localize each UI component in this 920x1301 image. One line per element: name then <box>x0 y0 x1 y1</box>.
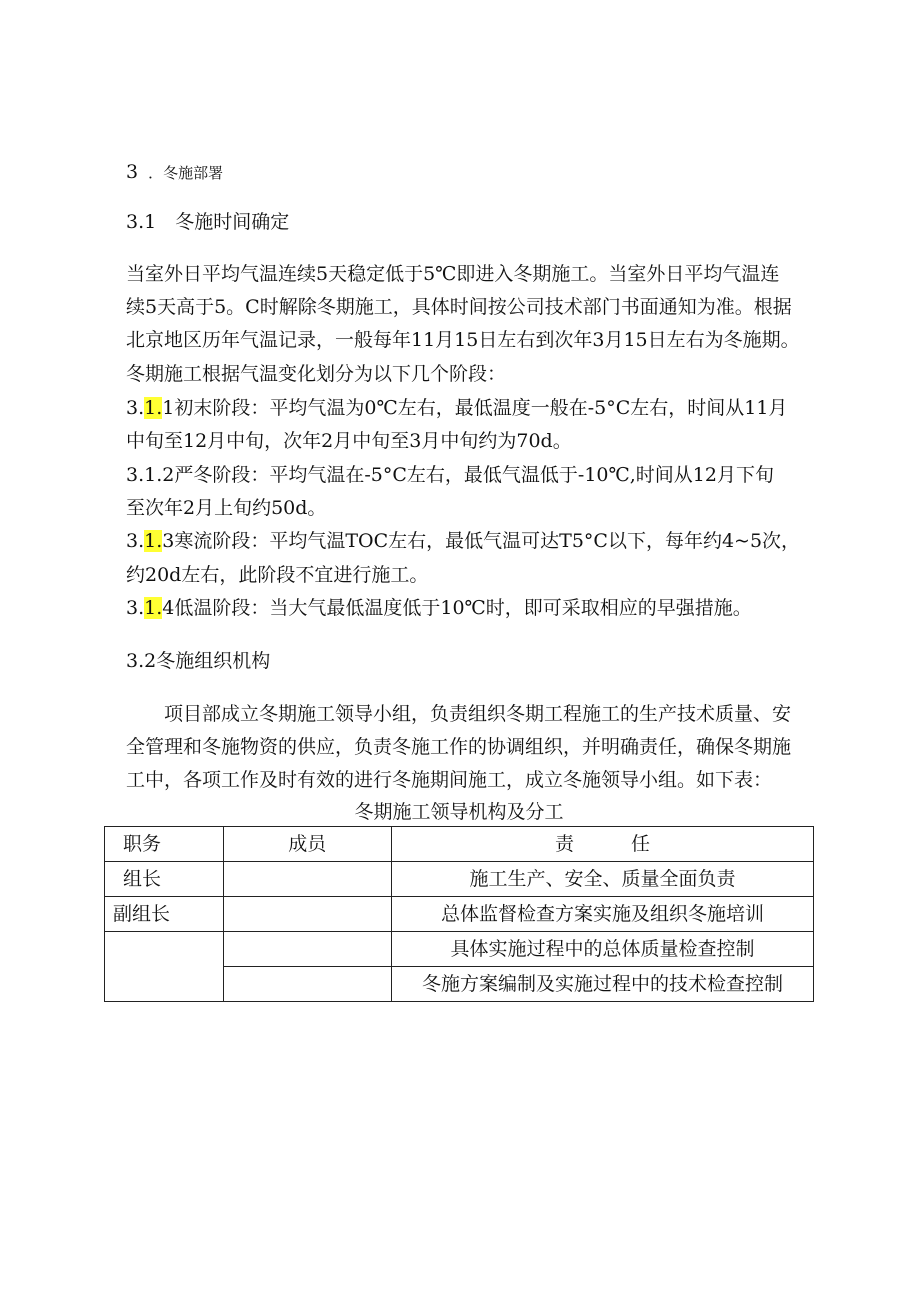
paragraph-line: 冬期施工根据气温变化划分为以下几个阶段： <box>126 363 507 385</box>
highlight-mark: 1. <box>144 397 163 419</box>
cell-duty: 施工生产、安全、质量全面负责 <box>391 862 813 897</box>
table-row <box>105 932 814 967</box>
table-header-row <box>105 827 814 862</box>
org-table <box>104 826 814 1002</box>
subsection-heading-3-2: 3.2冬施组织机构 <box>126 650 271 672</box>
stage-item: 3.1.2严冬阶段：平均气温在-5°C左右，最低气温低于-10℃,时间从12月下旬 <box>126 464 774 486</box>
cell-member <box>223 967 391 1002</box>
cell-duty: 具体实施过程中的总体质量检查控制 <box>391 932 813 967</box>
header-duty: 责 任 <box>391 827 813 862</box>
cell-member <box>223 897 391 932</box>
stage-item: 3.1.3寒流阶段：平均气温TOC左右，最低气温可达T5°C以下，每年约4~5次， <box>126 530 801 552</box>
table-row <box>105 897 814 932</box>
subsection-heading-3-1: 3.1 冬施时间确定 <box>126 211 290 233</box>
paragraph-line: 全管理和冬施物资的供应，负责冬施工作的协调组织，并明确责任，确保冬期施 <box>126 736 792 758</box>
table-row <box>105 862 814 897</box>
paragraph-line: 工中，各项工作及时有效的进行冬施期间施工，成立冬施领导小组。如下表： <box>126 769 773 791</box>
cell-member <box>223 932 391 967</box>
section-title: ．冬施部署 <box>148 164 224 182</box>
paragraph-line: 续5天高于5。C时解除冬期施工，具体时间按公司技术部门书面通知为准。根据 <box>126 296 792 318</box>
table-caption: 冬期施工领导机构及分工 <box>354 801 564 823</box>
section-number: 3 <box>126 161 139 183</box>
highlight-mark: 1. <box>144 597 163 619</box>
highlight-mark: 1. <box>144 530 163 552</box>
header-member: 成员 <box>223 827 391 862</box>
cell-role <box>105 932 224 1002</box>
section-heading <box>126 160 223 185</box>
stage-item: 3.1.4低温阶段：当大气最低温度低于10℃时，即可采取相应的早强措施。 <box>126 597 752 619</box>
paragraph-line: 项目部成立冬期施工领导小组，负责组织冬期工程施工的生产技术质量、安 <box>164 703 792 725</box>
cell-member <box>223 862 391 897</box>
header-role: 职务 <box>105 827 224 862</box>
stage-item-continuation: 中旬至12月中旬，次年2月中旬至3月中旬约为70d。 <box>126 430 572 452</box>
paragraph-line: 北京地区历年气温记录，一般每年11月15日左右到次年3月15日左右为冬施期。 <box>126 329 800 351</box>
cell-duty: 总体监督检查方案实施及组织冬施培训 <box>391 897 813 932</box>
cell-duty: 冬施方案编制及实施过程中的技术检查控制 <box>391 967 813 1002</box>
stage-item-continuation: 至次年2月上旬约50d。 <box>126 497 327 519</box>
cell-role: 组长 <box>105 862 224 897</box>
stage-item-continuation: 约20d左右，此阶段不宜进行施工。 <box>126 564 429 586</box>
paragraph-line: 当室外日平均气温连续5天稳定低于5℃即进入冬期施工。当室外日平均气温连 <box>126 263 780 285</box>
stage-item: 3.1.1初末阶段：平均气温为0℃左右，最低温度一般在-5°C左右，时间从11月 <box>126 397 788 419</box>
cell-role: 副组长 <box>105 897 224 932</box>
